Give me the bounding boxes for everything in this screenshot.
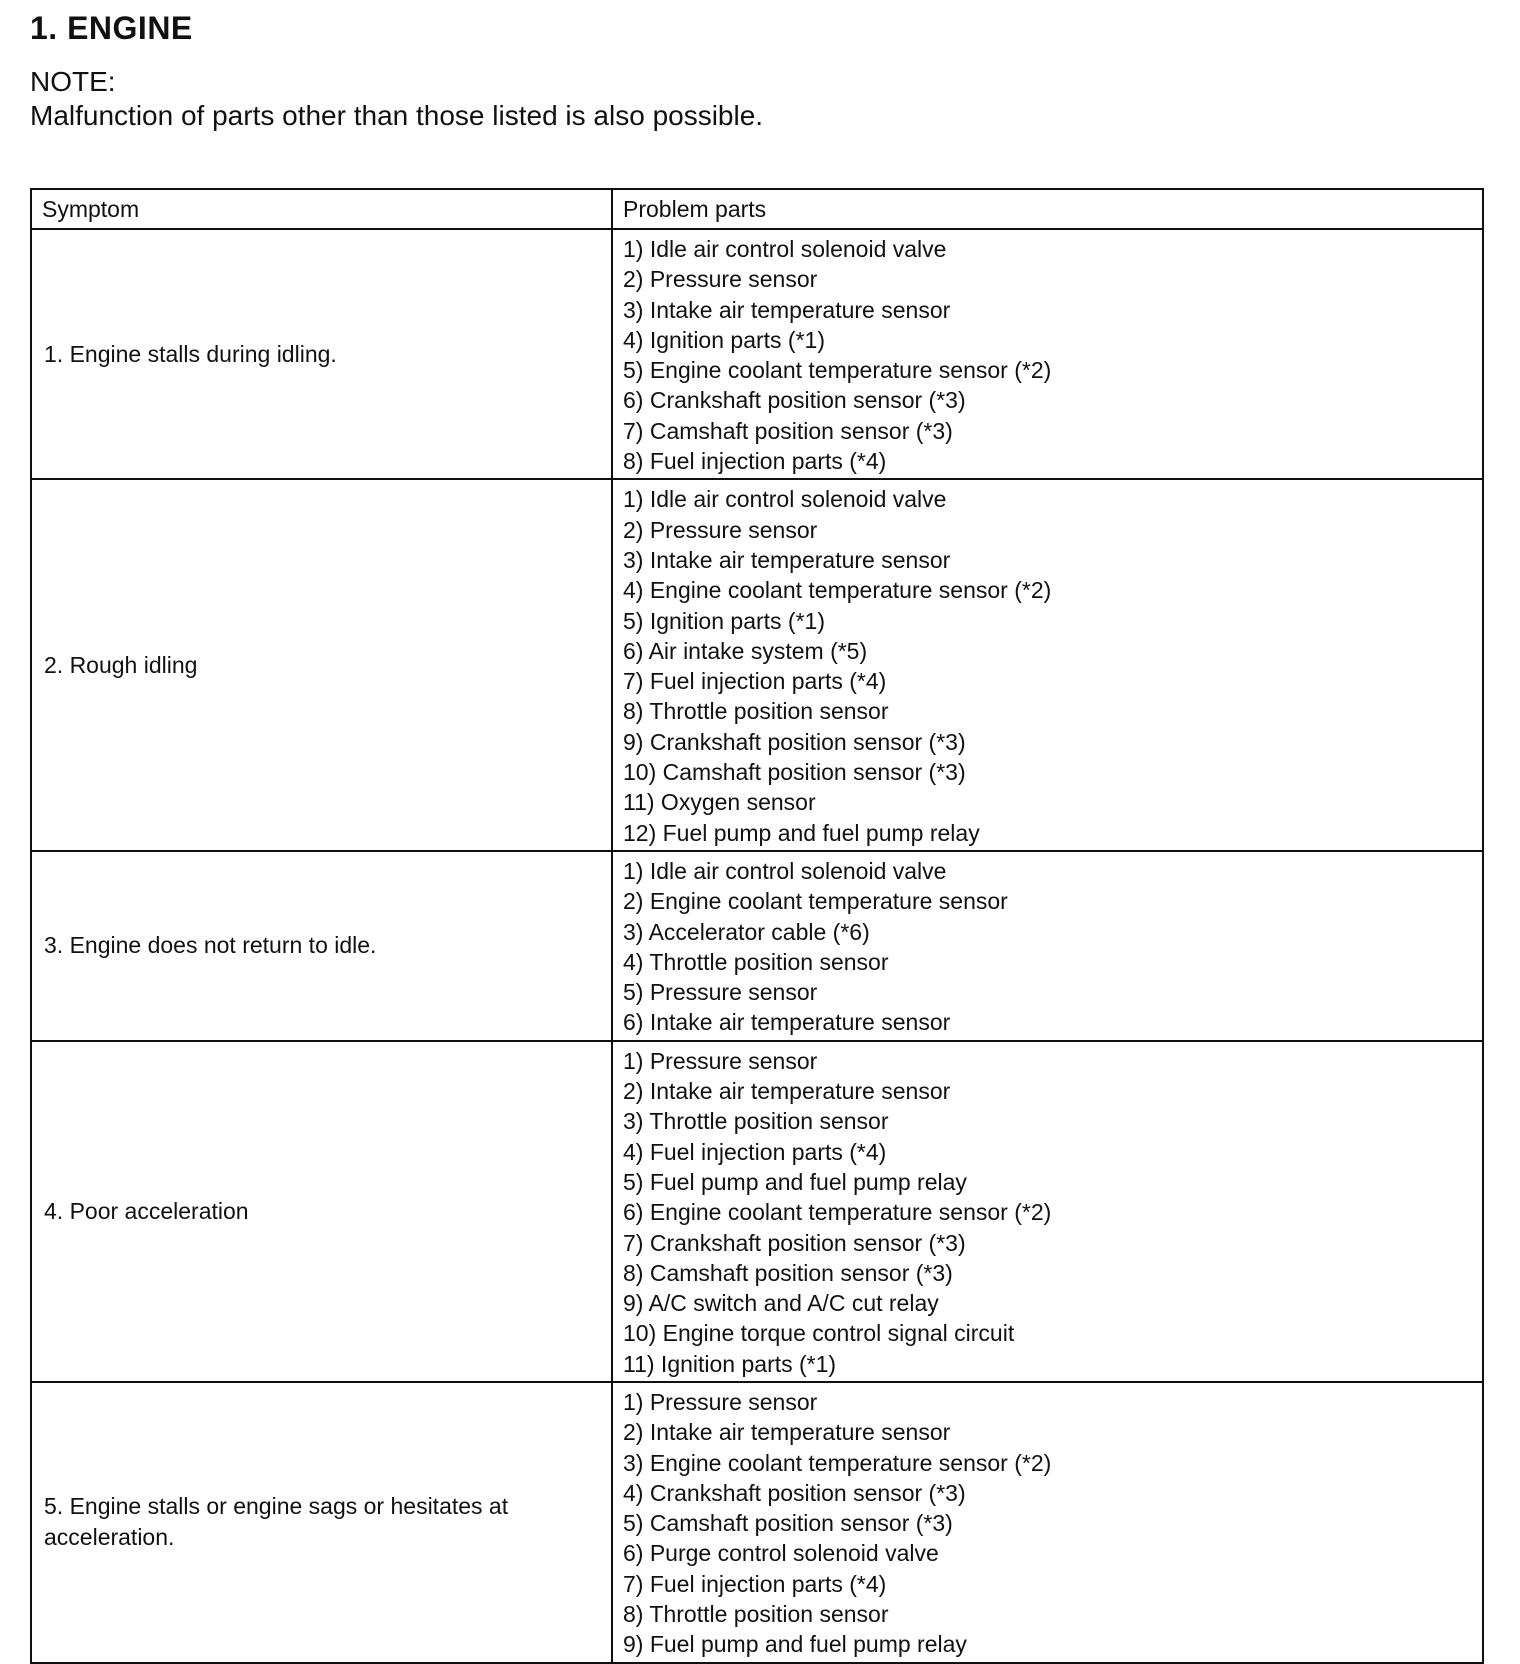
list-item: 4) Throttle position sensor	[623, 948, 889, 975]
list-item: 11) Oxygen sensor	[623, 789, 816, 816]
list-item: 7) Camshaft position sensor (*3)	[623, 417, 953, 444]
problem-parts-list	[623, 1387, 1472, 1660]
list-item: 7) Crankshaft position sensor (*3)	[623, 1229, 966, 1256]
list-item: 2) Intake air temperature sensor	[623, 1419, 951, 1446]
problem-parts-cell	[612, 1382, 1483, 1663]
list-item: 7) Fuel injection parts (*4)	[623, 668, 887, 695]
list-item: 3) Intake air temperature sensor	[623, 546, 951, 573]
list-item: 6) Intake air temperature sensor	[623, 1009, 951, 1036]
list-item: 8) Fuel injection parts (*4)	[623, 448, 887, 475]
list-item: 6) Air intake system (*5)	[623, 637, 868, 664]
problem-parts-list	[623, 856, 1472, 1038]
list-item: 1) Idle air control solenoid valve	[623, 486, 947, 513]
list-item: 9) A/C switch and A/C cut relay	[623, 1290, 939, 1317]
list-item: 3) Intake air temperature sensor	[623, 296, 951, 323]
list-item: 7) Fuel injection parts (*4)	[623, 1570, 887, 1597]
symptom-cell: 1. Engine stalls during idling.	[31, 229, 612, 479]
list-item: 8) Camshaft position sensor (*3)	[623, 1259, 953, 1286]
list-item: 2) Pressure sensor	[623, 266, 818, 293]
symptom-cell: 5. Engine stalls or engine sags or hesitates at acceleration.	[31, 1382, 612, 1663]
table-row	[31, 1041, 1483, 1382]
list-item: 10) Engine torque control signal circuit	[623, 1320, 1015, 1347]
list-item: 2) Engine coolant temperature sensor	[623, 888, 1008, 915]
list-item: 5) Pressure sensor	[623, 979, 818, 1006]
list-item: 2) Pressure sensor	[623, 516, 818, 543]
list-item: 1) Idle air control solenoid valve	[623, 857, 947, 884]
note-text: Malfunction of parts other than those listed is also possible.	[30, 100, 764, 131]
symptom-cell: 4. Poor acceleration	[31, 1041, 612, 1382]
list-item: 4) Ignition parts (*1)	[623, 326, 825, 353]
list-item: 12) Fuel pump and fuel pump relay	[623, 819, 980, 846]
section-heading: 1. ENGINE	[30, 10, 193, 46]
problem-parts-cell	[612, 1041, 1483, 1382]
list-item: 10) Camshaft position sensor (*3)	[623, 759, 966, 786]
list-item: 6) Purge control solenoid valve	[623, 1540, 939, 1567]
list-item: 9) Fuel pump and fuel pump relay	[623, 1631, 967, 1658]
problem-parts-list	[623, 1046, 1472, 1379]
symptom-cell: 3. Engine does not return to idle.	[31, 851, 612, 1041]
problem-parts-column-header: Problem parts	[612, 189, 1483, 229]
list-item: 1) Idle air control solenoid valve	[623, 236, 947, 262]
list-item: 3) Throttle position sensor	[623, 1108, 889, 1135]
list-item: 5) Camshaft position sensor (*3)	[623, 1510, 953, 1537]
table-header-row	[31, 189, 1483, 229]
list-item: 3) Engine coolant temperature sensor (*2)	[623, 1449, 1052, 1476]
symptom-column-header: Symptom	[31, 189, 612, 229]
list-item: 1) Pressure sensor	[623, 1388, 818, 1415]
list-item: 3) Accelerator cable (*6)	[623, 918, 870, 945]
list-item: 2) Intake air temperature sensor	[623, 1078, 951, 1105]
table-row	[31, 1382, 1483, 1663]
list-item: 8) Throttle position sensor	[623, 1601, 889, 1628]
problem-parts-cell	[612, 479, 1483, 851]
table-row	[31, 229, 1483, 479]
problem-parts-cell	[612, 851, 1483, 1041]
symptom-cell: 2. Rough idling	[31, 479, 612, 851]
list-item: 9) Crankshaft position sensor (*3)	[623, 728, 966, 755]
problem-parts-list	[623, 484, 1472, 848]
problem-parts-cell	[612, 229, 1483, 479]
list-item: 11) Ignition parts (*1)	[623, 1350, 837, 1377]
note-label: NOTE:	[30, 66, 116, 97]
symptom-table	[30, 188, 1484, 1664]
problem-parts-list	[623, 234, 1472, 476]
list-item: 5) Engine coolant temperature sensor (*2)	[623, 357, 1052, 384]
list-item: 6) Crankshaft position sensor (*3)	[623, 387, 966, 414]
list-item: 6) Engine coolant temperature sensor (*2)	[623, 1199, 1052, 1226]
list-item: 5) Ignition parts (*1)	[623, 607, 825, 634]
list-item: 8) Throttle position sensor	[623, 698, 889, 725]
list-item: 1) Pressure sensor	[623, 1047, 818, 1074]
list-item: 4) Crankshaft position sensor (*3)	[623, 1479, 966, 1506]
symptom-table-body	[31, 229, 1483, 1663]
list-item: 4) Engine coolant temperature sensor (*2)	[623, 577, 1052, 604]
list-item: 5) Fuel pump and fuel pump relay	[623, 1168, 967, 1195]
list-item: 4) Fuel injection parts (*4)	[623, 1138, 887, 1165]
table-row	[31, 851, 1483, 1041]
table-row	[31, 479, 1483, 851]
